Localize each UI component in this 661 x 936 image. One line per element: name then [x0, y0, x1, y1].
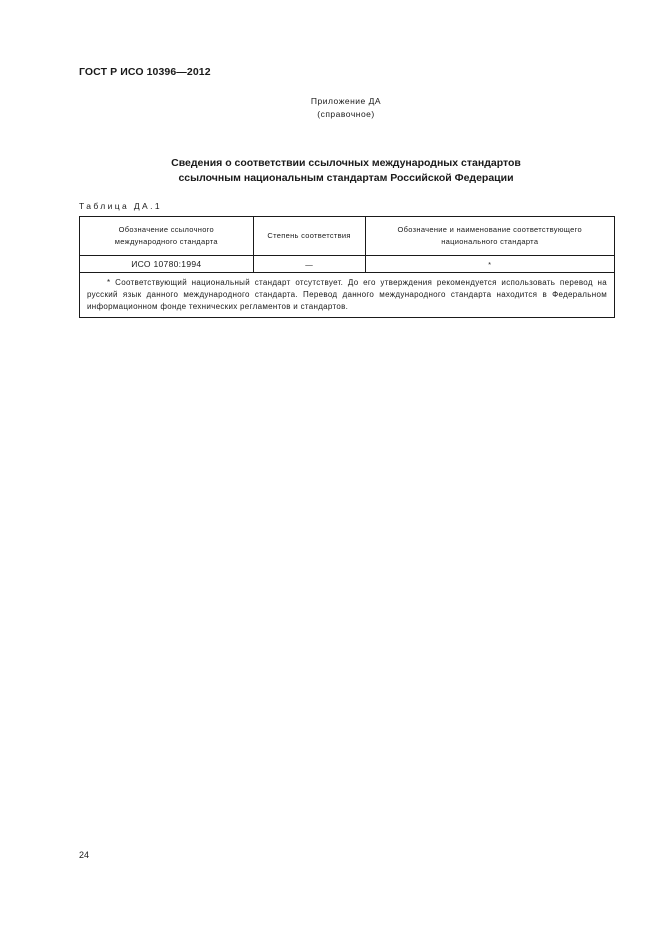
table-footnote: * Соответствующий национальный стандарт отсутствует. До его утверждения рекомендуется использовать перевод на русский язык данного международного стандарта. Перевод данного международного стандарта находится в Федеральном информационном фонде технических регламентов и стандартов. [87, 278, 607, 311]
annex-note: (справочное) [317, 109, 375, 119]
document-code: ГОСТ Р ИСО 10396—2012 [79, 66, 211, 78]
header-col1-line-1: Обозначение ссылочного [118, 225, 215, 234]
annex-heading [0, 95, 661, 121]
header-col3-line-2: национального стандарта [441, 237, 539, 246]
annex-label: Приложение ДА [310, 96, 382, 106]
table-footnote-cell [80, 273, 615, 318]
annex-title-line-2: ссылочным национальным стандартам Российской Федерации [178, 172, 514, 184]
table-row [80, 256, 615, 273]
cell-conformity: — [253, 256, 365, 273]
table-footnote-row [80, 273, 615, 318]
cell-international-standard: ИСО 10780:1994 [80, 256, 254, 273]
cell-national-standard: * [365, 256, 614, 273]
header-col1-line-2: международного стандарта [114, 237, 218, 246]
standards-correspondence-table [79, 216, 615, 318]
header-conformity-degree: Степень соответствия [253, 217, 365, 256]
header-col3-line-1: Обозначение и наименование соответствующего [397, 225, 582, 234]
page-number: 24 [79, 850, 90, 860]
annex-title-line-1: Сведения о соответствии ссылочных международных стандартов [171, 157, 521, 169]
table-header-row [80, 217, 615, 256]
table-caption: Таблица ДА.1 [79, 201, 163, 211]
annex-title [0, 156, 661, 186]
header-national-standard [365, 217, 614, 256]
header-international-standard [80, 217, 254, 256]
